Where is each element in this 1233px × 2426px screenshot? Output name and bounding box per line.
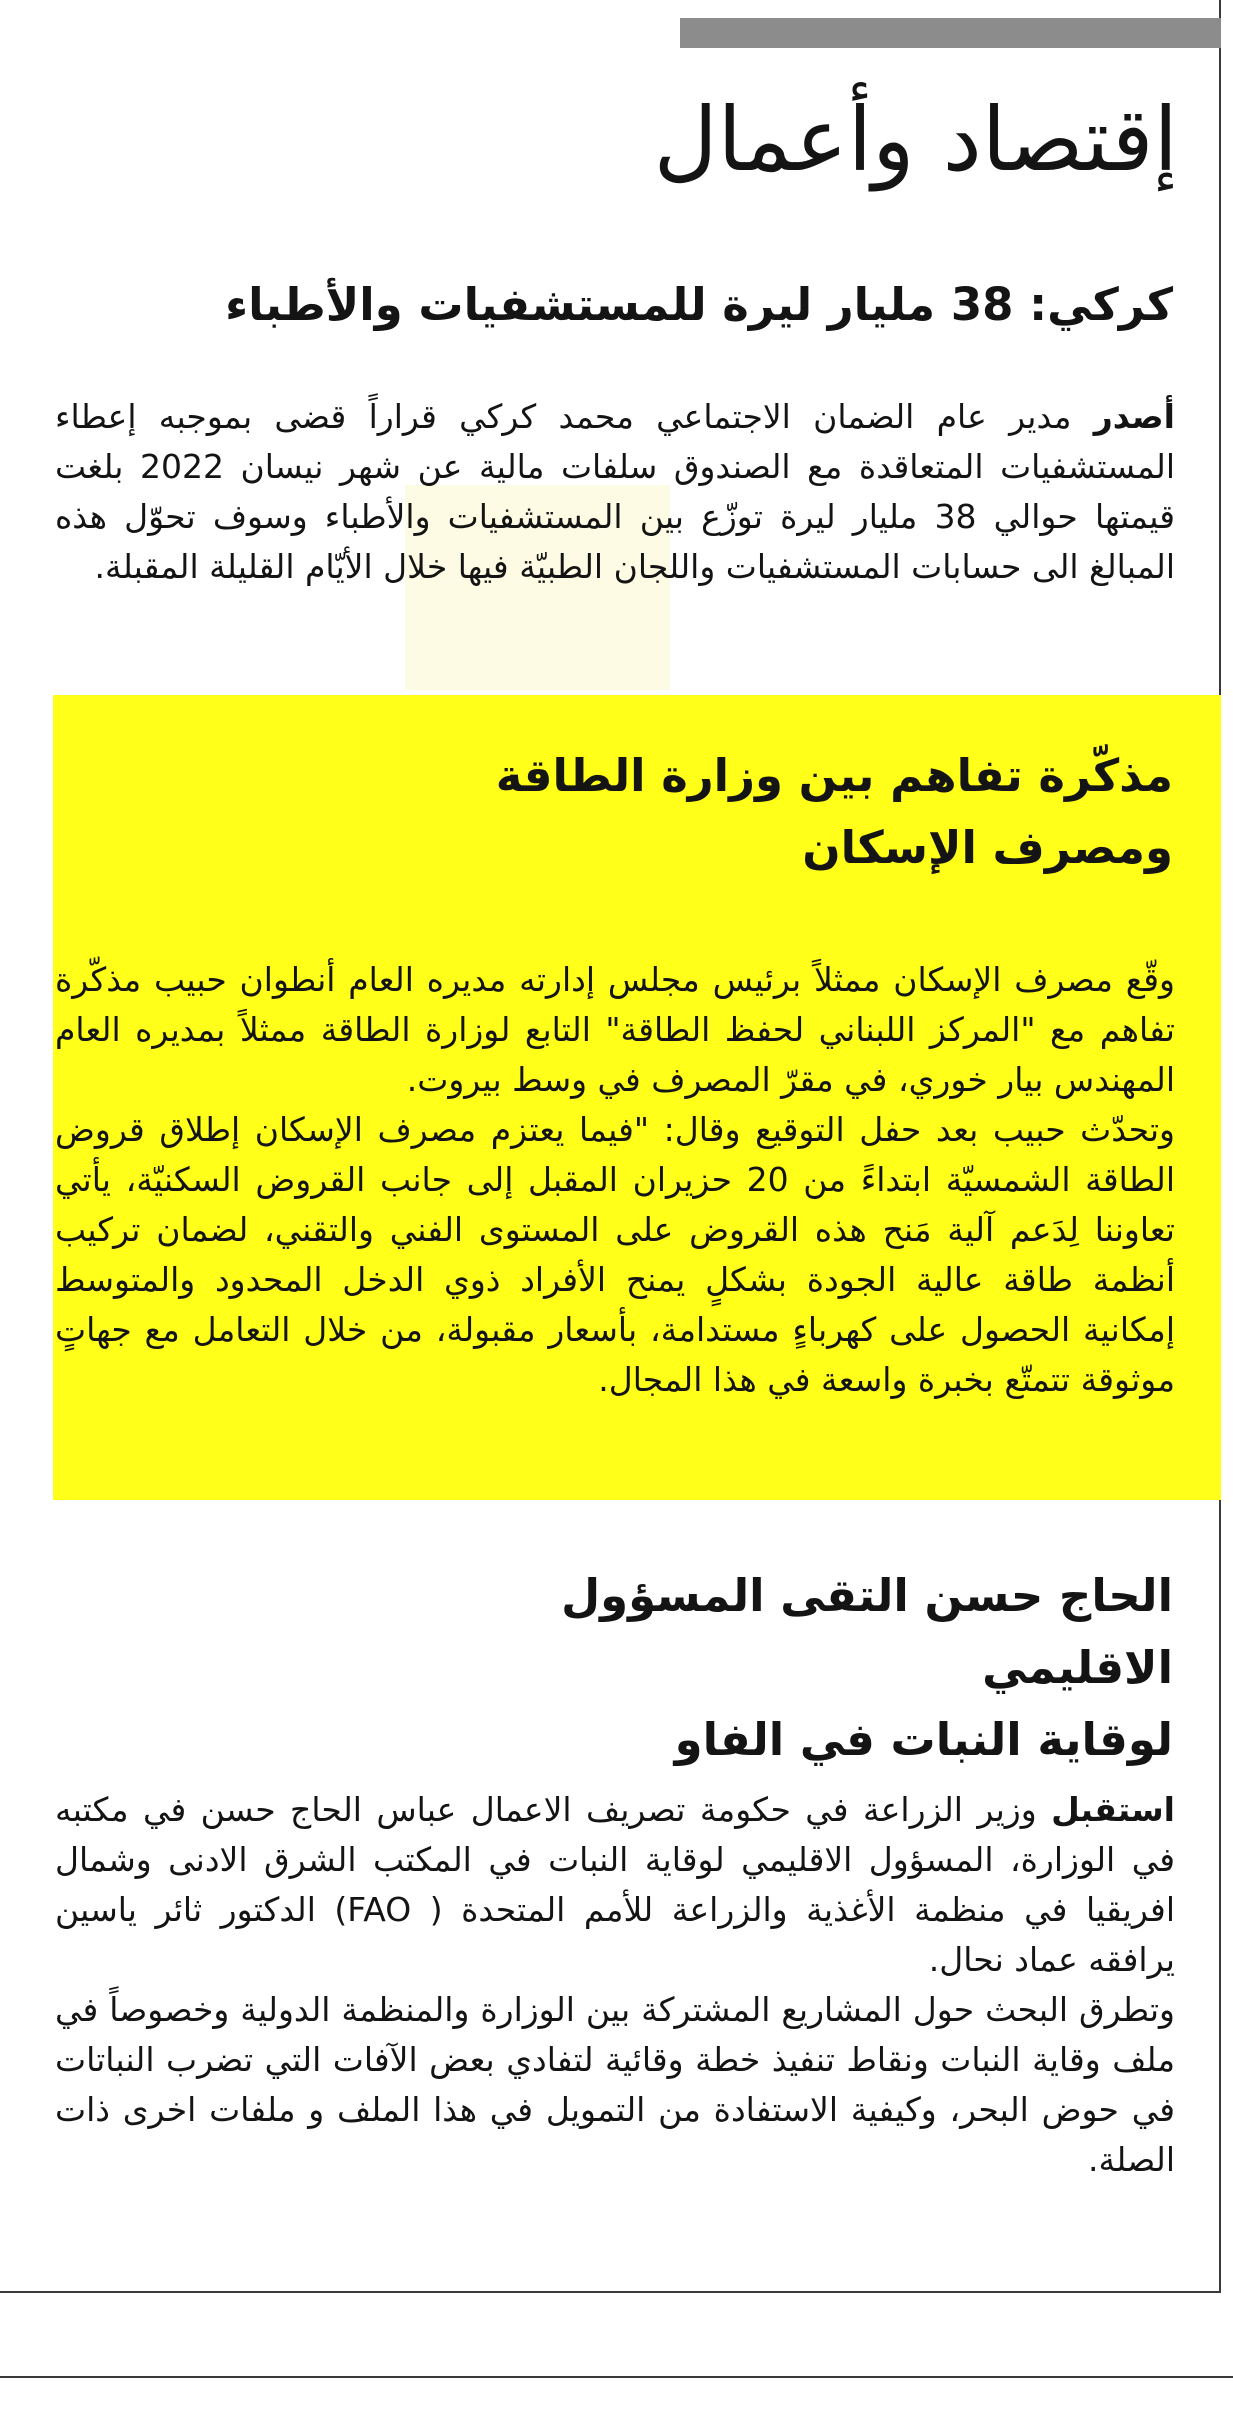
article-3-paragraph-1: وزير الزراعة في حكومة تصريف الاعمال عباس الحاج حسن في مكتبه في الوزارة، المسؤول الاقليمي لوقاية النبات في المكتب الشرق الادنى وشمال افريقيا في منظمة الأغذية والزراعة للأمم المتحدة ( FAO) الدكتور ثائر ياسين يرافقه عماد نحال. bbox=[55, 1790, 1175, 1979]
article-1-text: مدير عام الضمان الاجتماعي محمد كركي قراراً قضى بموجبه إعطاء المستشفيات المتعاقدة مع الصندوق سلفات مالية عن شهر نيسان 2022 بلغت قيمتها حوالي 38 مليار ليرة توزّع بين المستشفيات والأطباء وسوف تحوّل هذه المبالغ الى حسابات المستشفيات واللجان الطبيّة فيها خلال الأيّام القليلة المقبلة. bbox=[55, 397, 1175, 586]
article-1-body bbox=[55, 392, 1175, 592]
article-3-paragraph-2: وتطرق البحث حول المشاريع المشتركة بين الوزارة والمنظمة الدولية وخصوصاً في ملف وقاية النبات ونقاط تنفيذ خطة وقائية لتفادي بعض الآفات التي تضرب النباتات في حوض البحر، وكيفية الاستفادة من التمويل في هذا الملف و ملفات اخرى ذات الصلة. bbox=[55, 1990, 1175, 2179]
article-3-body bbox=[55, 1785, 1175, 2185]
article-2-paragraph-1: وقّع مصرف الإسكان ممثلاً برئيس مجلس إدارته مديره العام أنطوان حبيب مذكّرة تفاهم مع "المركز اللبناني لحفظ الطاقة" التابع لوزارة الطاقة ممثلاً بمديره العام المهندس بيار خوري، في مقرّ المصرف في وسط بيروت. bbox=[55, 960, 1175, 1099]
article-1-lead-word: أصدر bbox=[1093, 397, 1175, 436]
bottom-rule bbox=[0, 2376, 1233, 2378]
article-1-headline: كركي: 38 مليار ليرة للمستشفيات والأطباء bbox=[225, 278, 1173, 331]
section-title: إقتصاد وأعمال bbox=[653, 88, 1178, 191]
article-3-lead-word: استقبل bbox=[1051, 1790, 1175, 1829]
article-2-headline-line-2: ومصرف الإسكان bbox=[802, 821, 1173, 874]
article-3-headline-line-1: الحاج حسن التقى المسؤول الاقليمي bbox=[561, 1569, 1173, 1694]
section-header-bar bbox=[680, 18, 1221, 48]
article-2-paragraph-2: وتحدّث حبيب بعد حفل التوقيع وقال: "فيما يعتزم مصرف الإسكان إطلاق قروض الطاقة الشمسيّة ابتداءً من 20 حزيران المقبل إلى جانب القروض السكنيّة، يأتي تعاوننا لِدَعم آلية مَنح هذه القروض على المستوى الفني والتقني، لضمان تركيب أنظمة طاقة عالية الجودة بشكلٍ يمنح الأفراد ذوي الدخل المحدود والمتوسط إمكانية الحصول على كهرباءٍ مستدامة، بأسعار مقبولة، من خلال التعامل مع جهاتٍ موثوقة تتمتّع بخبرة واسعة في هذا المجال. bbox=[55, 1110, 1175, 1399]
article-3-headline-line-2: لوقاية النبات في الفاو bbox=[674, 1713, 1173, 1766]
article-3-headline bbox=[413, 1560, 1173, 1776]
article-2-body bbox=[55, 955, 1175, 1405]
article-2-headline bbox=[413, 740, 1173, 884]
article-2-headline-line-1: مذكّرة تفاهم بين وزارة الطاقة bbox=[495, 749, 1173, 802]
